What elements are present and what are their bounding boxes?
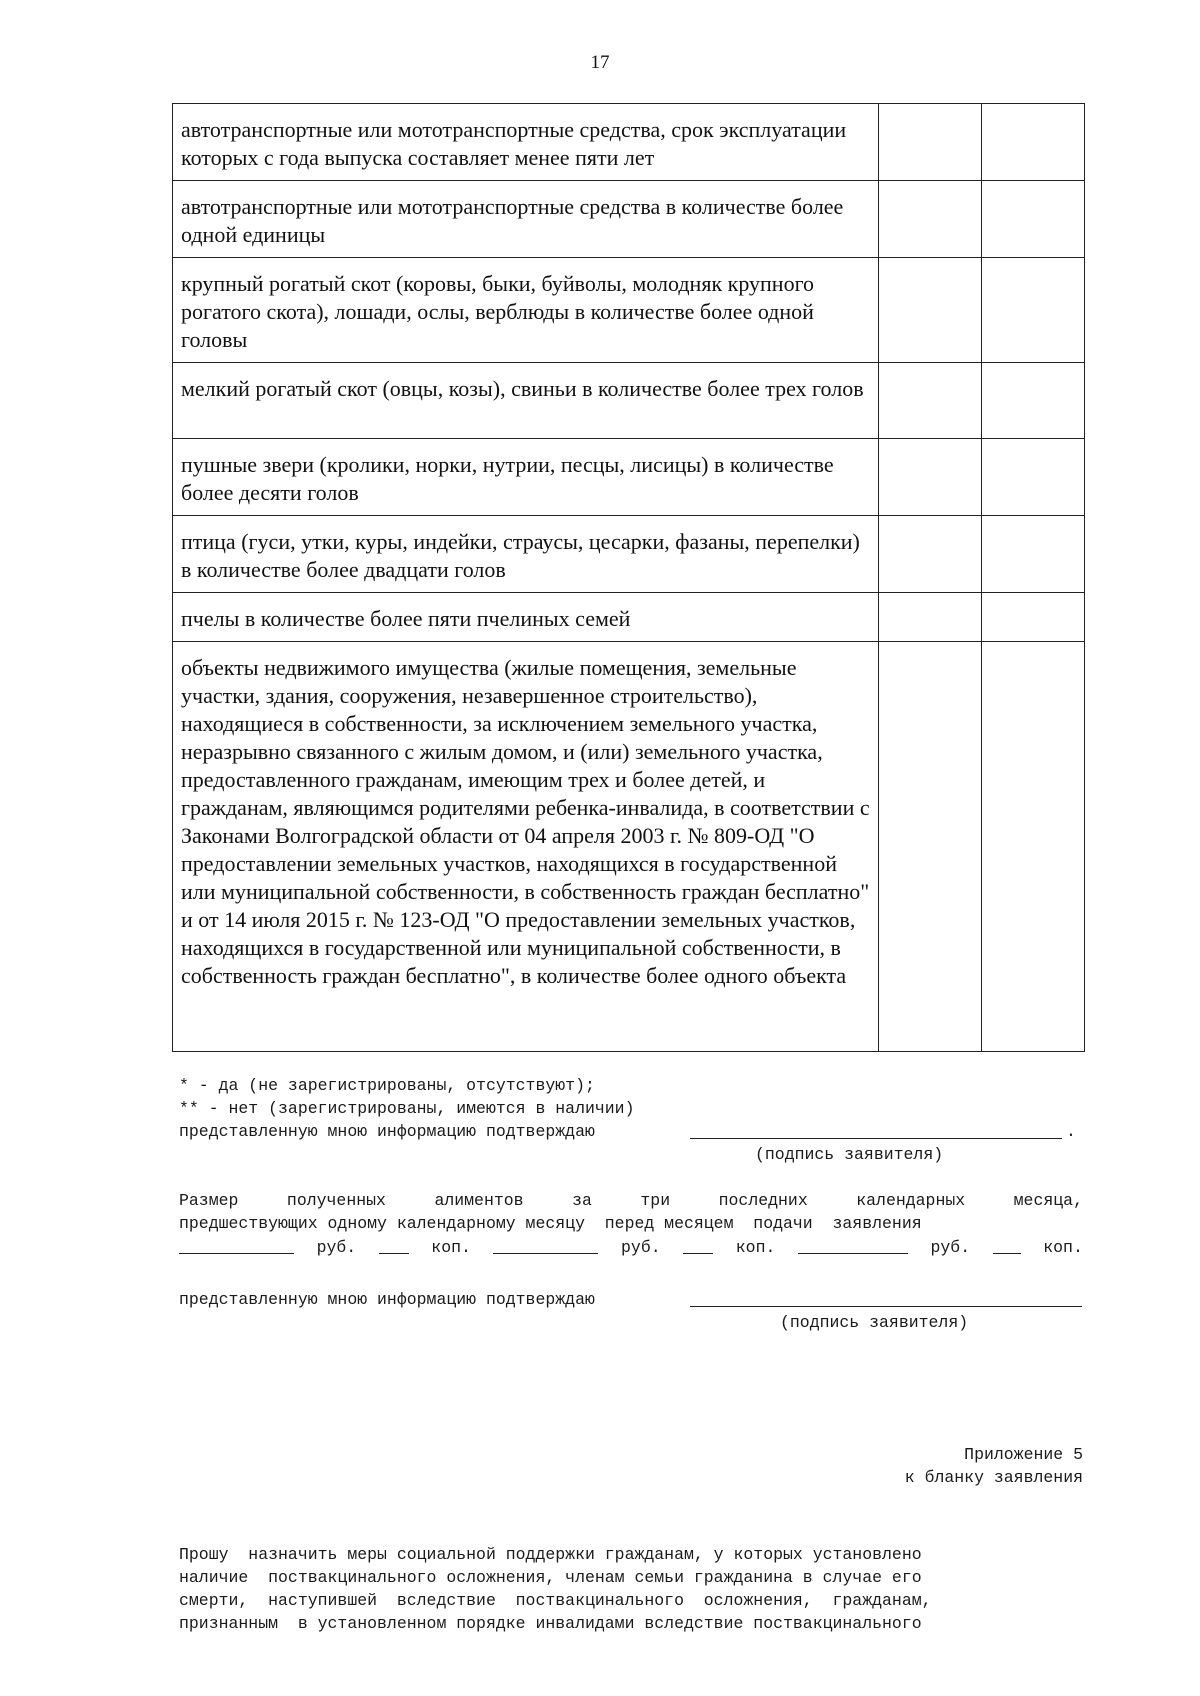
- rub-label: руб.: [316, 1238, 357, 1257]
- legend-no: ** - нет (зарегистрированы, имеются в наличии): [179, 1099, 635, 1118]
- amount-rub-2-field[interactable]: [493, 1237, 598, 1254]
- alimony-word: календарных: [856, 1191, 966, 1210]
- yes-cell[interactable]: [879, 104, 982, 181]
- signature-caption-2: (подпись заявителя): [780, 1313, 969, 1332]
- page-number: 17: [590, 52, 610, 73]
- appendix-number: Приложение 5: [964, 1445, 1083, 1464]
- row-description: пчелы в количестве более пяти пчелиных семей: [173, 593, 879, 642]
- yes-cell[interactable]: [879, 363, 982, 439]
- alimony-line-2: предшествующих одному календарному месяцу перед месяцем подачи заявления: [179, 1214, 922, 1233]
- row-description: мелкий рогатый скот (овцы, козы), свиньи в количестве более трех голов: [173, 363, 879, 439]
- table-row: [173, 258, 1085, 363]
- rub-label: руб.: [930, 1238, 971, 1257]
- amount-rub-1-field[interactable]: [179, 1237, 294, 1254]
- alimony-word: за: [572, 1191, 592, 1210]
- alimony-word: месяца,: [1013, 1191, 1083, 1210]
- amount-kop-1-field[interactable]: [379, 1237, 409, 1254]
- alimony-word: Размер: [179, 1191, 239, 1210]
- request-line: признанным в установленном порядке инвалидами вследствие поствакцинального: [179, 1614, 922, 1633]
- kop-label: коп.: [1043, 1238, 1083, 1257]
- alimony-word: алиментов: [434, 1191, 524, 1210]
- yes-cell[interactable]: [879, 258, 982, 363]
- table-row: [173, 439, 1085, 516]
- signature-line[interactable]: [690, 1138, 1062, 1139]
- yes-cell[interactable]: [879, 642, 982, 1052]
- request-line: смерти, наступившей вследствие поствакцинального осложнения, гражданам,: [179, 1591, 932, 1610]
- table-row: [173, 593, 1085, 642]
- appendix-title: к бланку заявления: [904, 1468, 1083, 1487]
- row-description: птица (гуси, утки, куры, индейки, страусы, цесарки, фазаны, перепелки) в количестве более двадцати голов: [173, 516, 879, 593]
- row-description: крупный рогатый скот (коровы, быки, буйволы, молодняк крупного рогатого скота), лошади, ослы, верблюды в количестве более одной головы: [173, 258, 879, 363]
- table-row: [173, 104, 1085, 181]
- row-description: автотранспортные или мототранспортные средства в количестве более одной единицы: [173, 181, 879, 258]
- table-row: [173, 181, 1085, 258]
- no-cell[interactable]: [982, 104, 1085, 181]
- row-description: автотранспортные или мототранспортные средства, срок эксплуатации которых с года выпуска составляет менее пяти лет: [173, 104, 879, 181]
- yes-cell[interactable]: [879, 593, 982, 642]
- alimony-word: полученных: [286, 1191, 386, 1210]
- kop-label: коп.: [431, 1238, 471, 1257]
- yes-cell[interactable]: [879, 181, 982, 258]
- property-table: [172, 103, 1085, 1052]
- confirm-text: представленную мною информацию подтверждаю: [179, 1122, 595, 1141]
- confirm-text-2: представленную мною информацию подтверждаю: [179, 1290, 595, 1309]
- amount-rub-3-field[interactable]: [798, 1237, 908, 1254]
- yes-cell[interactable]: [879, 516, 982, 593]
- no-cell[interactable]: [982, 258, 1085, 363]
- request-line: наличие поствакцинального осложнения, членам семьи гражданина в случае его: [179, 1568, 922, 1587]
- alimony-word: три: [640, 1191, 671, 1210]
- no-cell[interactable]: [982, 363, 1085, 439]
- row-description: пушные звери (кролики, норки, нутрии, песцы, лисицы) в количестве более десяти голов: [173, 439, 879, 516]
- legend-yes: * - да (не зарегистрированы, отсутствуют);: [179, 1076, 595, 1095]
- kop-label: коп.: [735, 1238, 776, 1257]
- table-row: [173, 363, 1085, 439]
- request-line: Прошу назначить меры социальной поддержки гражданам, у которых установлено: [179, 1545, 922, 1564]
- no-cell[interactable]: [982, 516, 1085, 593]
- no-cell[interactable]: [982, 593, 1085, 642]
- amount-kop-2-field[interactable]: [683, 1237, 713, 1254]
- rub-label: руб.: [621, 1238, 661, 1257]
- alimony-line-1: [179, 1190, 1083, 1212]
- alimony-amounts: [179, 1237, 1083, 1259]
- table-row: [173, 516, 1085, 593]
- signature-caption: (подпись заявителя): [755, 1145, 944, 1164]
- signature-line-2[interactable]: [690, 1306, 1082, 1307]
- amount-kop-3-field[interactable]: [993, 1237, 1021, 1254]
- row-description: объекты недвижимого имущества (жилые помещения, земельные участки, здания, сооружения, незавершенное строительство), находящиеся в собственности, за исключением земельного участка, неразрывно связанного с жилым домом, и (или) земельного участка, предоставленного гражданам, имеющим трех и более детей, и гражданам, являющимся родителями ребенка-инвалида, в соответствии с Законами Волгоградской области от 04 апреля 2003 г. № 809-ОД "О предоставлении земельных участков, находящихся в государственной или муниципальной собственности, в собственность граждан бесплатно" и от 14 июля 2015 г. № 123-ОД "О предоставлении земельных участков, находящихся в государственной или муниципальной собственности, в собственность граждан бесплатно", в количестве более одного объекта: [173, 642, 879, 1052]
- no-cell[interactable]: [982, 181, 1085, 258]
- yes-cell[interactable]: [879, 439, 982, 516]
- table-row: [173, 642, 1085, 1052]
- no-cell[interactable]: [982, 642, 1085, 1052]
- alimony-word: последних: [718, 1191, 808, 1210]
- signature-dot: .: [1066, 1122, 1076, 1141]
- no-cell[interactable]: [982, 439, 1085, 516]
